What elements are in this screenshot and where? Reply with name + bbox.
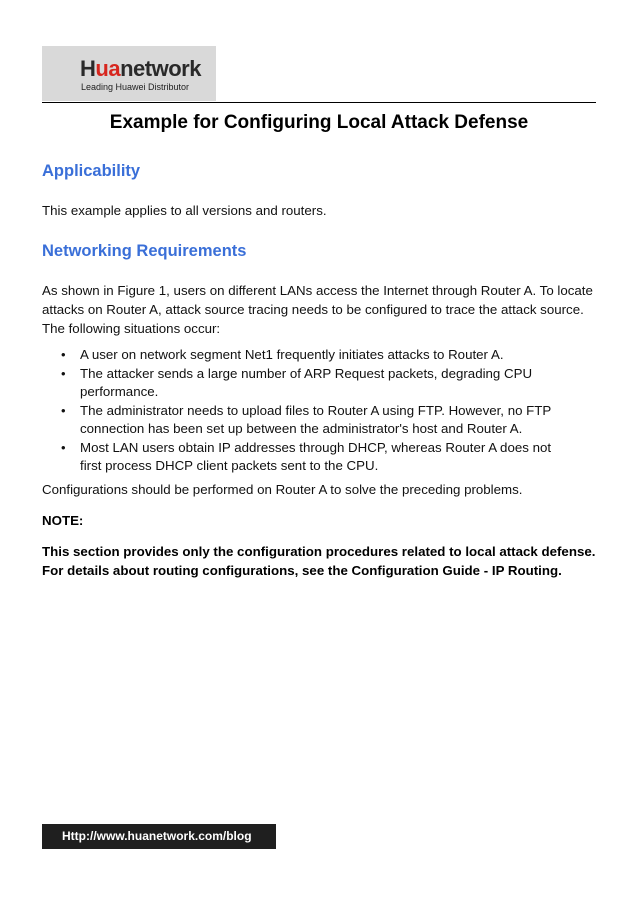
section-heading-networking-requirements: Networking Requirements <box>42 242 247 260</box>
networking-intro-paragraph: As shown in Figure 1, users on different LANs access the Internet through Router A. To locate attacks on Router A, attack source tracing needs to be configured to trace the attack source. The following situations occur: <box>42 283 593 336</box>
requirements-bullet-list <box>42 346 602 476</box>
logo-tagline: Leading Huawei Distributor <box>81 82 190 92</box>
list-item: • Most LAN users obtain IP addresses through DHCP, whereas Router A does not first process DHCP client packets sent to the CPU. <box>61 439 552 473</box>
applicability-paragraph: This example applies to all versions and routers. <box>42 203 327 218</box>
logo-wordmark: Huanetwork <box>80 56 201 81</box>
footer-url: Http://www.huanetwork.com/blog <box>62 829 252 843</box>
bullet-icon: • <box>61 402 66 418</box>
networking-closing-paragraph: Configurations should be performed on Router A to solve the preceding problems. <box>42 482 523 497</box>
section-heading-applicability: Applicability <box>42 162 141 180</box>
bullet-icon: • <box>61 347 66 362</box>
company-logo <box>42 46 216 101</box>
bullet-icon: • <box>61 365 66 381</box>
header-divider <box>42 102 596 103</box>
list-item: • The attacker sends a large number of ARP Request packets, degrading CPU performance. <box>61 365 533 399</box>
footer-url-banner <box>42 824 276 849</box>
note-text: This section provides only the configuration procedures related to local attack defense. For details about routing configurations, see the Configuration Guide - IP Routing. <box>42 544 596 578</box>
bullet-icon: • <box>61 439 66 455</box>
document-title: Example for Configuring Local Attack Defense <box>109 112 529 133</box>
list-item: • A user on network segment Net1 frequently initiates attacks to Router A. <box>42 346 562 365</box>
note-label: NOTE: <box>42 513 84 528</box>
list-item: • The administrator needs to upload files to Router A using FTP. However, no FTP connection has been set up between the administrator's host and Router A. <box>61 402 552 436</box>
